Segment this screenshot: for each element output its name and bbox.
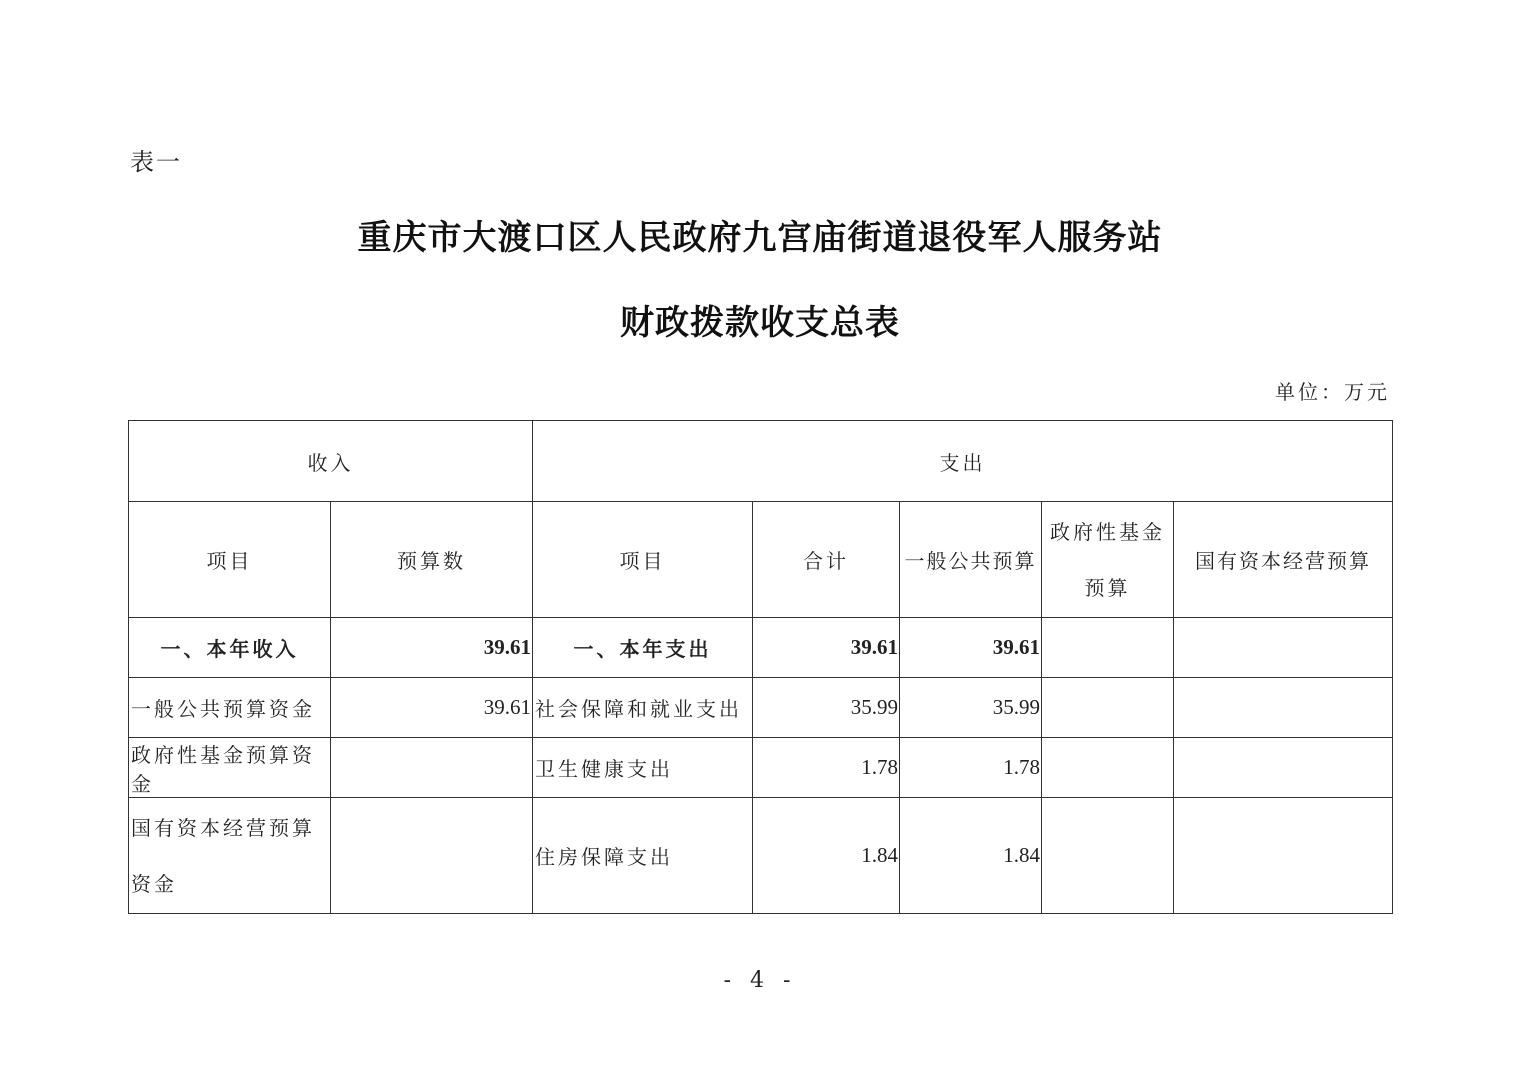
- unit-label: 单位：万元: [1275, 380, 1390, 404]
- table-row: [129, 738, 1393, 798]
- state-capital-cell: [1174, 738, 1393, 798]
- page-number: - 4 -: [723, 968, 797, 993]
- exp-item-cell: 社会保障和就业支出: [533, 678, 753, 738]
- table-label: 表一: [130, 148, 182, 176]
- header-income-budget: 预算数: [331, 502, 533, 618]
- income-item-cell: 一般公共预算资金: [129, 678, 331, 738]
- gov-fund-cell: [1042, 738, 1174, 798]
- gov-fund-cell: [1042, 618, 1174, 678]
- document-title-line1: 重庆市大渡口区人民政府九宫庙街道退役军人服务站: [357, 218, 1163, 258]
- exp-item-cell: 一、本年支出: [533, 618, 753, 678]
- group-header-row: [129, 421, 1393, 502]
- income-budget-cell: [331, 738, 533, 798]
- total-cell: 35.99: [753, 678, 900, 738]
- total-cell: 1.84: [753, 798, 900, 914]
- state-capital-cell: [1174, 678, 1393, 738]
- exp-item-cell: 卫生健康支出: [533, 738, 753, 798]
- income-group-header: 收入: [129, 421, 533, 502]
- header-income-item: 项目: [129, 502, 331, 618]
- income-item-cell: 政府性基金预算资金: [129, 738, 331, 798]
- state-capital-cell: [1174, 798, 1393, 914]
- column-header-row: [129, 502, 1393, 618]
- income-budget-cell: 39.61: [331, 678, 533, 738]
- general-public-cell: 35.99: [900, 678, 1042, 738]
- budget-table: [128, 420, 1393, 914]
- income-budget-cell: 39.61: [331, 618, 533, 678]
- table-row: [129, 678, 1393, 738]
- document-title-line2: 财政拨款收支总表: [620, 303, 900, 343]
- total-cell: 1.78: [753, 738, 900, 798]
- table-row: [129, 618, 1393, 678]
- header-general-public: 一般公共预算: [900, 502, 1042, 618]
- gov-fund-cell: [1042, 798, 1174, 914]
- header-gov-fund-line1: 政府性基金: [1050, 519, 1165, 544]
- income-item-cell: 一、本年收入: [129, 618, 331, 678]
- header-exp-item: 项目: [533, 502, 753, 618]
- header-total: 合计: [753, 502, 900, 618]
- general-public-cell: 1.84: [900, 798, 1042, 914]
- table-row: [129, 798, 1393, 914]
- header-gov-fund-line2: 预算: [1084, 575, 1131, 600]
- header-gov-fund: [1042, 502, 1174, 618]
- general-public-cell: 1.78: [900, 738, 1042, 798]
- income-item-cell: 国有资本经营预算资金: [129, 798, 331, 914]
- total-cell: 39.61: [753, 618, 900, 678]
- general-public-cell: 39.61: [900, 618, 1042, 678]
- expenditure-group-header: 支出: [533, 421, 1393, 502]
- exp-item-cell: 住房保障支出: [533, 798, 753, 914]
- income-budget-cell: [331, 798, 533, 914]
- state-capital-cell: [1174, 618, 1393, 678]
- gov-fund-cell: [1042, 678, 1174, 738]
- header-state-capital: 国有资本经营预算: [1174, 502, 1393, 618]
